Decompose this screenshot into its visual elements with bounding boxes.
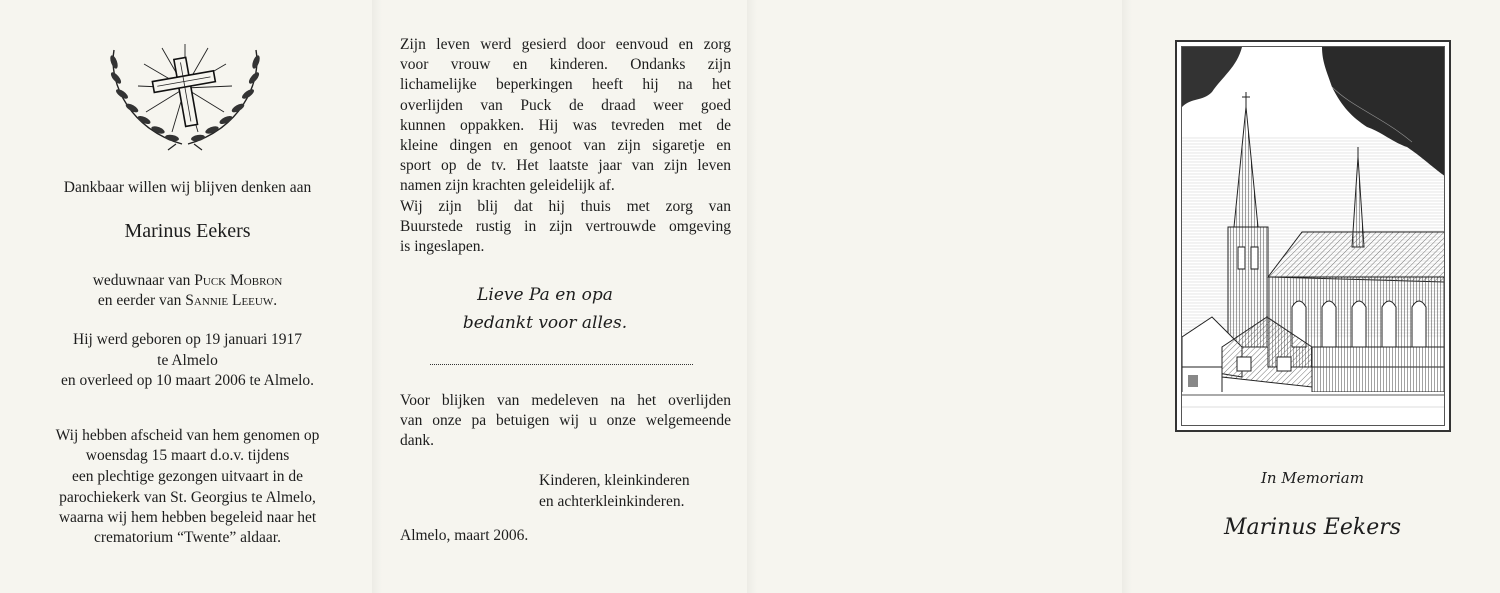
earlier-prefix: en eerder van bbox=[97, 292, 186, 309]
paragraph-line: kleine dingen en genoot van zijn sigaretje en bbox=[400, 137, 731, 155]
paragraph-line: Wij zijn blij dat hij thuis met zorg van bbox=[400, 197, 731, 215]
thanks-line: van onze pa betuigen wij u onze welgemeende bbox=[400, 412, 731, 430]
earlier-spouse-line bbox=[0, 290, 375, 311]
thanks-paragraph bbox=[400, 391, 731, 452]
paragraph-line: voor vrouw en kinderen. Ondanks zijn bbox=[400, 56, 731, 74]
paragraph-line: is ingeslapen. bbox=[400, 238, 485, 256]
left-panel bbox=[0, 0, 375, 593]
church-illustration-icon bbox=[1182, 47, 1445, 426]
farewell-line: een plechtige gezongen uitvaart in de bbox=[71, 468, 304, 485]
intro-text: Dankbaar willen wij blijven denken aan bbox=[63, 179, 312, 196]
farewell-script-line2: bedankt voor alles. bbox=[462, 313, 628, 333]
paragraph-line: Buurstede rustig in zijn vertrouwde omgeving bbox=[400, 217, 731, 235]
farewell-line: waarna wij hem hebben begeleid naar het bbox=[58, 509, 317, 526]
middle-panel bbox=[375, 0, 750, 593]
birth-place: te Almelo bbox=[157, 352, 218, 369]
church-engraving bbox=[1175, 40, 1451, 432]
farewell-line: crematorium “Twente” aldaar. bbox=[94, 529, 281, 546]
life-paragraph bbox=[400, 35, 731, 257]
cover-panel bbox=[1125, 0, 1500, 593]
signature-line: Kinderen, kleinkinderen bbox=[539, 472, 690, 489]
paragraph-line: sport op de tv. Het laatste jaar van zijn leven bbox=[400, 157, 731, 175]
earlier-spouse-name: Sannie Leeuw. bbox=[185, 292, 278, 309]
farewell-script-line1: Lieve Pa en opa bbox=[477, 285, 613, 305]
birth-line: Hij werd geboren op 19 januari 1917 bbox=[73, 331, 302, 348]
widower-line bbox=[0, 270, 375, 291]
thanks-line: dank. bbox=[400, 432, 435, 450]
in-memoriam-title: In Memoriam bbox=[1261, 469, 1364, 487]
death-line: en overleed op 10 maart 2006 te Almelo. bbox=[60, 372, 315, 389]
spouse-name: Puck Mobron bbox=[194, 272, 283, 289]
thanks-line: Voor blijken van medeleven na het overlijden bbox=[400, 392, 731, 409]
paragraph-line: kunnen oppakken. Hij was tevreden met de bbox=[400, 116, 731, 134]
place-date: Almelo, maart 2006. bbox=[400, 527, 529, 544]
paragraph-line: namen zijn krachten geleidelijk af. bbox=[400, 177, 615, 195]
paragraph-line: overlijden van Puck de draad weer goed bbox=[400, 96, 731, 114]
cover-name: Marinus Eekers bbox=[1223, 515, 1402, 540]
dotted-divider bbox=[430, 364, 693, 365]
widower-prefix: weduwnaar van bbox=[92, 272, 195, 289]
farewell-line: parochiekerk van St. Georgius te Almelo, bbox=[59, 489, 316, 506]
farewell-line: woensdag 15 maart d.o.v. tijdens bbox=[85, 447, 290, 464]
farewell-line: Wij hebben afscheid van hem genomen op bbox=[55, 427, 320, 444]
paragraph-line: Zijn leven werd gesierd door eenvoud en zorg bbox=[400, 36, 731, 53]
paragraph-line: lichamelijke beperkingen heeft hij na het bbox=[400, 76, 731, 94]
blank-panel bbox=[750, 0, 1125, 593]
signature-line: en achterkleinkinderen. bbox=[539, 493, 685, 510]
signature bbox=[539, 470, 690, 512]
cross-wreath-emblem-icon bbox=[102, 40, 268, 152]
deceased-name: Marinus Eekers bbox=[124, 220, 251, 242]
